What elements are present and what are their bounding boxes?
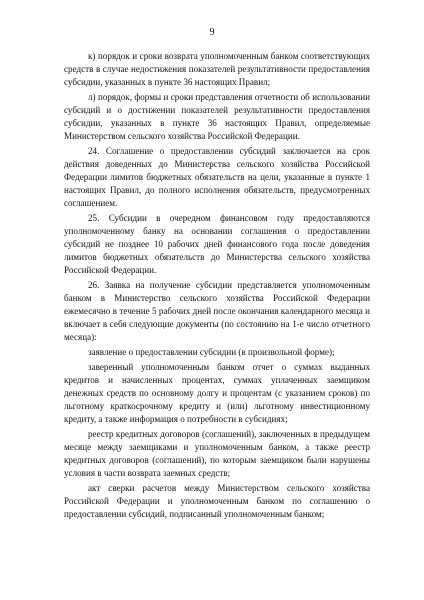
paragraph-26: 26. Заявка на получение субсидии представляется уполномоченным банком в Министерство сельского хозяйства Российской Федерации ежемесячно в течение 5 рабочих дней после окончания календарного месяца и включает в себя следующие документы (по состоянию на 1-е число отчетного месяца): bbox=[64, 280, 370, 342]
list-item-reconciliation-act: акт сверки расчетов между Министерством сельского хозяйства Российской Федерации и уполномоченным банком по соглашению о предоставлении субсидий, подписанный уполномоченным банком; bbox=[64, 483, 370, 519]
document-body bbox=[64, 50, 370, 521]
list-item-application: заявление о предоставлении субсидии (в произвольной форме); bbox=[88, 347, 335, 357]
paragraph-item-k: к) порядок и сроки возврата уполномоченным банком соответствующих средств в случае недостижения показателей результативности предоставления субсидии, указанных в пункте 36 настоящих Правил; bbox=[64, 51, 370, 87]
paragraph-25: 25. Субсидии в очередном финансовом году предоставляются уполномоченному банку на основании соглашения о предоставлении субсидий не позднее 10 рабочих дней финансового года после доведения лимитов бюджетных обязательств до Министерства сельского хозяйства Российской Федерации. bbox=[64, 213, 370, 275]
paragraph-item-l: л) порядок, формы и сроки представления отчетности об использовании субсидий и о достижении показателей результативности предоставления субсидии, указанных в пункте 36 настоящих Правил, определяемые Министерством сельского хозяйства Российской Федерации. bbox=[64, 92, 370, 141]
paragraph-24: 24. Соглашение о предоставлении субсидий заключается на срок действия доведенных до Министерства сельского хозяйства Российской Федерации лимитов бюджетных обязательств на цели, указанные в пункте 1 настоящих Правил, до полного исполнения обязательств, предусмотренных соглашением. bbox=[64, 146, 370, 208]
list-item-credit-registry: реестр кредитных договоров (соглашений), заключенных в предыдущем месяце между заемщиками и уполномоченным банком, а также реестр кредитных договоров (соглашений), по которым заемщиком были нарушены условия в части возврата заемных средств; bbox=[64, 429, 370, 478]
list-item-bank-report: заверенный уполномоченным банком отчет о суммах выданных кредитов и начисленных процентах, суммах уплаченных заемщиком денежных средств по основному долгу и процентам (с указанием сроков) по льготному краткосрочному кредиту и (или) льготному инвестиционному кредиту, а также информация о потребности в субсидиях; bbox=[64, 362, 370, 424]
page-number: 9 bbox=[209, 27, 215, 38]
